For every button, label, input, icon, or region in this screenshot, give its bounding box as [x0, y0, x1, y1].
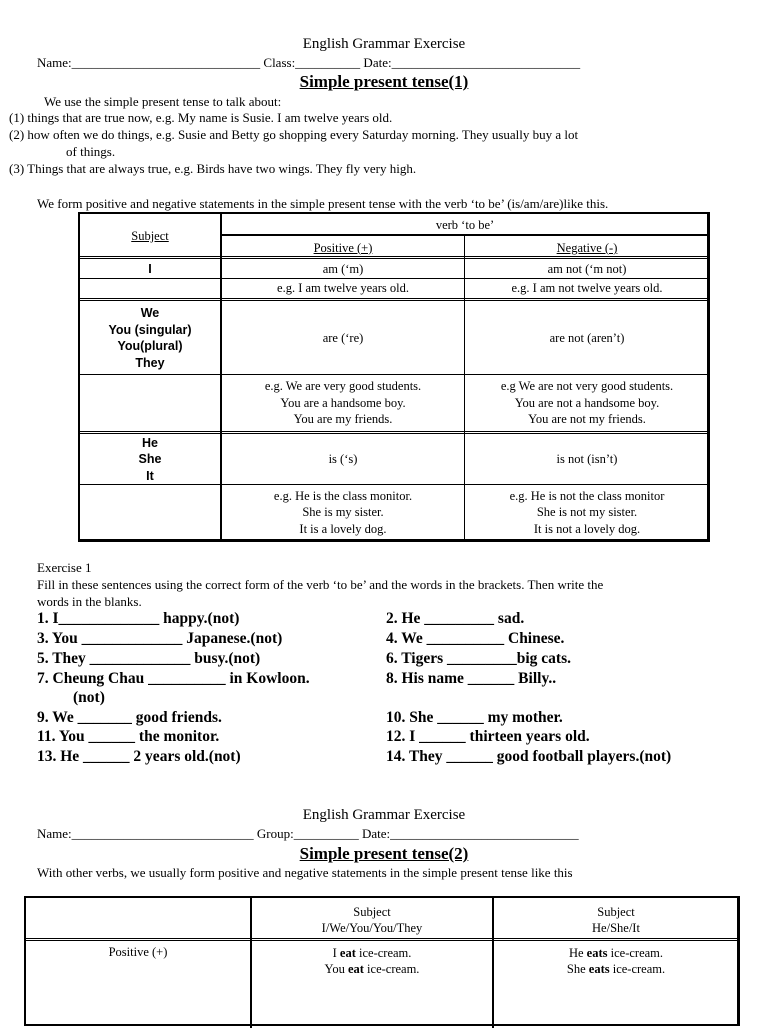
example-line: You are my friends.	[293, 412, 393, 427]
intro2-text: With other verbs, we usually form positive and negative statements in the simple present tense like this	[37, 865, 573, 880]
lesson2-title: Simple present tense(2)	[299, 844, 469, 863]
exercise-item-14[interactable]: 14. They ______ good football players.(not)	[386, 748, 672, 765]
positive-form-i: am (‘m)	[322, 261, 364, 276]
use-item-2: (2) how often we do things, e.g. Susie and Betty go shopping every Saturday morning. They usually buy a lot	[9, 127, 579, 142]
subject-she: She	[138, 452, 162, 467]
negative-form-are: are not (aren’t)	[549, 330, 625, 345]
plural-subject-header	[252, 902, 492, 938]
negative-examples-are	[466, 375, 708, 431]
example-line: You eat ice-cream.	[324, 962, 420, 976]
subject-singular-group	[80, 435, 220, 484]
positive-examples-is	[222, 485, 464, 540]
exercise-instructions-cont: words in the blanks.	[37, 594, 142, 609]
exercise-item-5[interactable]: 5. They _____________ busy.(not)	[37, 650, 261, 667]
header-line: Subject	[597, 904, 635, 919]
example-line: e.g. He is the class monitor.	[273, 488, 413, 503]
negative-form-i: am not (‘m not)	[547, 261, 627, 276]
subject-you-singular: You (singular)	[108, 322, 192, 337]
subject-they: They	[135, 355, 165, 370]
negative-header: Negative (-)	[556, 240, 618, 255]
exercise-item-3[interactable]: 3. You _____________ Japanese.(not)	[37, 630, 283, 647]
exercise-instructions: Fill in these sentences using the correct form of the verb ‘to be’ and the words in the brackets. Then write the	[37, 577, 604, 592]
exercise-item-4[interactable]: 4. We __________ Chinese.	[386, 630, 565, 647]
subject-i: I	[148, 261, 152, 276]
exercise-item-6[interactable]: 6. Tigers _________big cats.	[386, 650, 572, 667]
example-line: She eats ice-cream.	[566, 962, 666, 976]
positive-examples-are	[222, 375, 464, 431]
exercise-title: Exercise 1	[37, 560, 92, 575]
header-line: I/We/You/You/They	[321, 921, 423, 935]
use-item-2-cont: of things.	[66, 144, 116, 159]
exercise-item-9[interactable]: 9. We _______ good friends.	[37, 709, 222, 726]
exercise-item-12[interactable]: 12. I ______ thirteen years old.	[386, 728, 590, 745]
exercise-item-7-cont: (not)	[73, 689, 105, 706]
example-line: He eats ice-cream.	[568, 945, 664, 960]
exercise-item-11[interactable]: 11. You ______ the monitor.	[37, 728, 220, 745]
other-verbs-table	[24, 896, 740, 1026]
negative-examples-is	[466, 485, 708, 540]
exercise-item-13[interactable]: 13. He ______ 2 years old.(not)	[37, 748, 241, 765]
student-info-line-2[interactable]: Name:____________________________ Group:__________ Date:_____________________________	[37, 826, 579, 841]
example-line: It is a lovely dog.	[299, 521, 387, 536]
subject-you-plural: You(plural)	[117, 339, 183, 353]
positive-row-label: Positive (+)	[108, 944, 168, 959]
positive-form-is: is (‘s)	[328, 452, 358, 467]
exercise-item-7[interactable]: 7. Cheung Chau __________ in Kowloon.	[37, 670, 310, 687]
example-line: It is not a lovely dog.	[533, 521, 641, 536]
positive-header: Positive (+)	[313, 240, 373, 255]
use-item-3: (3) Things that are always true, e.g. Birds have two wings. They fly very high.	[9, 161, 417, 176]
worksheet2-title: English Grammar Exercise	[302, 807, 466, 823]
exercise-item-8[interactable]: 8. His name ______ Billy..	[386, 670, 557, 687]
exercise-item-2[interactable]: 2. He _________ sad.	[386, 610, 525, 627]
verb-to-be-table	[78, 212, 710, 542]
use-item-1: (1) things that are true now, e.g. My name is Susie. I am twelve years old.	[9, 110, 393, 125]
subject-header: Subject	[131, 228, 169, 243]
example-line: You are not a handsome boy.	[514, 395, 660, 410]
example-line: e.g. He is not the class monitor	[509, 488, 665, 503]
subject-plural-group	[80, 302, 220, 374]
example-line: e.g. We are very good students.	[264, 379, 422, 394]
example-line: You are not my friends.	[528, 412, 646, 427]
exercise-item-1[interactable]: 1. I_____________ happy.(not)	[37, 610, 240, 627]
statement-text: We form positive and negative statements in the simple present tense with the verb ‘to be’ (is/am/are)like this.	[37, 196, 609, 211]
plural-positive-examples	[252, 943, 492, 979]
example-line: She is my sister.	[302, 505, 384, 520]
example-line: e.g We are not very good students.	[500, 379, 674, 394]
intro-text: We use the simple present tense to talk about:	[44, 94, 282, 109]
student-info-line[interactable]: Name:_____________________________ Class:__________ Date:_____________________________	[37, 55, 581, 70]
example-line: She is not my sister.	[536, 505, 638, 520]
positive-example-i: e.g. I am twelve years old.	[277, 281, 409, 296]
singular-subject-header	[494, 902, 738, 938]
subject-we: We	[140, 306, 160, 320]
singular-positive-examples	[494, 943, 738, 979]
example-line: You are a handsome boy.	[280, 395, 406, 410]
header-line: Subject	[353, 904, 391, 919]
verb-to-be-header: verb ‘to be’	[435, 217, 495, 232]
exercise-item-10[interactable]: 10. She ______ my mother.	[386, 709, 563, 726]
worksheet-title: English Grammar Exercise	[302, 36, 466, 52]
subject-he: He	[142, 435, 158, 450]
negative-example-i: e.g. I am not twelve years old.	[511, 281, 663, 296]
subject-it: It	[146, 468, 154, 483]
header-line: He/She/It	[592, 921, 640, 935]
positive-form-are: are (‘re)	[322, 330, 364, 345]
negative-form-is: is not (isn’t)	[556, 452, 618, 467]
example-line: I eat ice-cream.	[332, 945, 412, 960]
lesson-title: Simple present tense(1)	[299, 72, 469, 91]
